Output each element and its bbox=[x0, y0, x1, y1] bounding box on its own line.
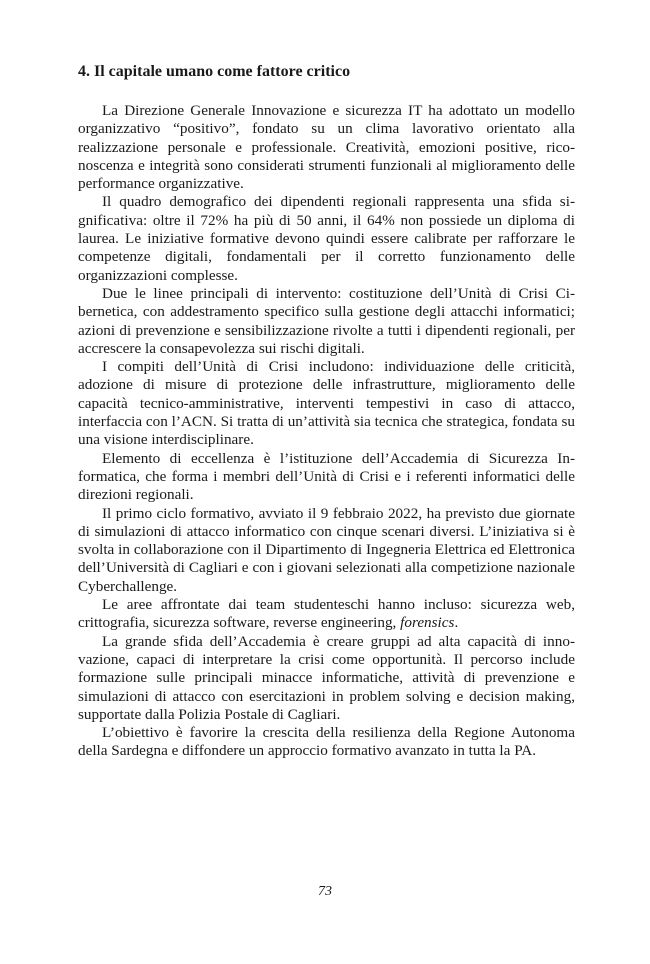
section-heading: 4. Il capitale umano come fattore critico bbox=[78, 63, 351, 80]
page-number: 73 bbox=[318, 884, 332, 899]
paragraph-crisis-unit-tasks: I compiti dell’Unità di Crisi includono: individuazione delle criticità, adozione di misure di protezione delle infrastrutture, miglioramento delle capacità tecnico-amministrative, interventi tempestivi in caso di attacco, interfaccia con l’ACN. Si tratta di un’attività sia tecnica che strategica, fondata su una visione interdisciplinare. bbox=[78, 358, 575, 449]
paragraph-organizational-model: La Direzione Generale Innovazione e sicurezza IT ha adottato un modello organizzativo “positivo”, fondato su un clima lavorativo orientato alla realizzazione personale e professionale. Creatività, emozioni positive, riconoscenza e integrità sono considerati strumenti funzionali al miglioramento delle performance organizzative. bbox=[78, 102, 575, 193]
page-body bbox=[78, 62, 575, 761]
paragraph-demographics: Il quadro demografico dei dipendenti regionali rappresenta una sfida significativa: oltre il 72% ha più di 50 anni, il 64% non possiede un diploma di laurea. Le iniziative formative devono quindi essere calibrate per rafforzare le competenze digitali, fondamentali per il corretto funzionamento delle organizzazioni complesse. bbox=[78, 193, 575, 284]
paragraph-team-areas bbox=[78, 596, 575, 633]
paragraph-first-cycle: Il primo ciclo formativo, avviato il 9 febbraio 2022, ha previsto due giornate di simulazioni di attacco informatico con cinque scenari diversi. L’iniziativa si è svolta in collaborazione con il Dipartimento di Ingegneria Elettrica ed Elettronica dell’Università di Cagliari e con i giovani selezionati alla competizione nazionale Cyberchallenge. bbox=[78, 504, 575, 595]
paragraph-academy: Elemento di eccellenza è l’istituzione dell’Accademia di Sicurezza Informatica, che forma i membri dell’Unità di Crisi e i referenti informatici delle direzioni regionali. bbox=[78, 449, 575, 504]
paragraph-team-areas-text: Le aree affrontate dai team studenteschi hanno incluso: sicurezza web, crittografia, sicurezza software, reverse engineering, bbox=[78, 596, 575, 632]
paragraph-intervention-lines: Due le linee principali di intervento: costituzione dell’Unità di Crisi Cibernetica, con addestramento specifico sulla gestione degli attacchi informatici; azioni di prevenzione e sensibilizzazione rivolte a tutti i dipendenti regionali, per accrescere la consapevolezza sui rischi digitali. bbox=[78, 284, 575, 357]
paragraph-team-areas-end: . bbox=[454, 614, 459, 632]
forensics-emphasis: forensics bbox=[400, 614, 455, 632]
paragraph-academy-challenge: La grande sfida dell’Accademia è creare gruppi ad alta capacità di innovazione, capaci di interpretare la crisi come opportunità. Il percorso include formazione sulle principali minacce informatiche, attività di prevenzione e simulazioni di attacco con esercitazioni in problem solving e decision making, supportate dalla Polizia Postale di Cagliari. bbox=[78, 632, 575, 723]
paragraph-objective: L’obiettivo è favorire la crescita della resilienza della Regione Autonoma della Sardegna e diffondere un approccio formativo avanzato in tutta la PA. bbox=[78, 724, 575, 760]
